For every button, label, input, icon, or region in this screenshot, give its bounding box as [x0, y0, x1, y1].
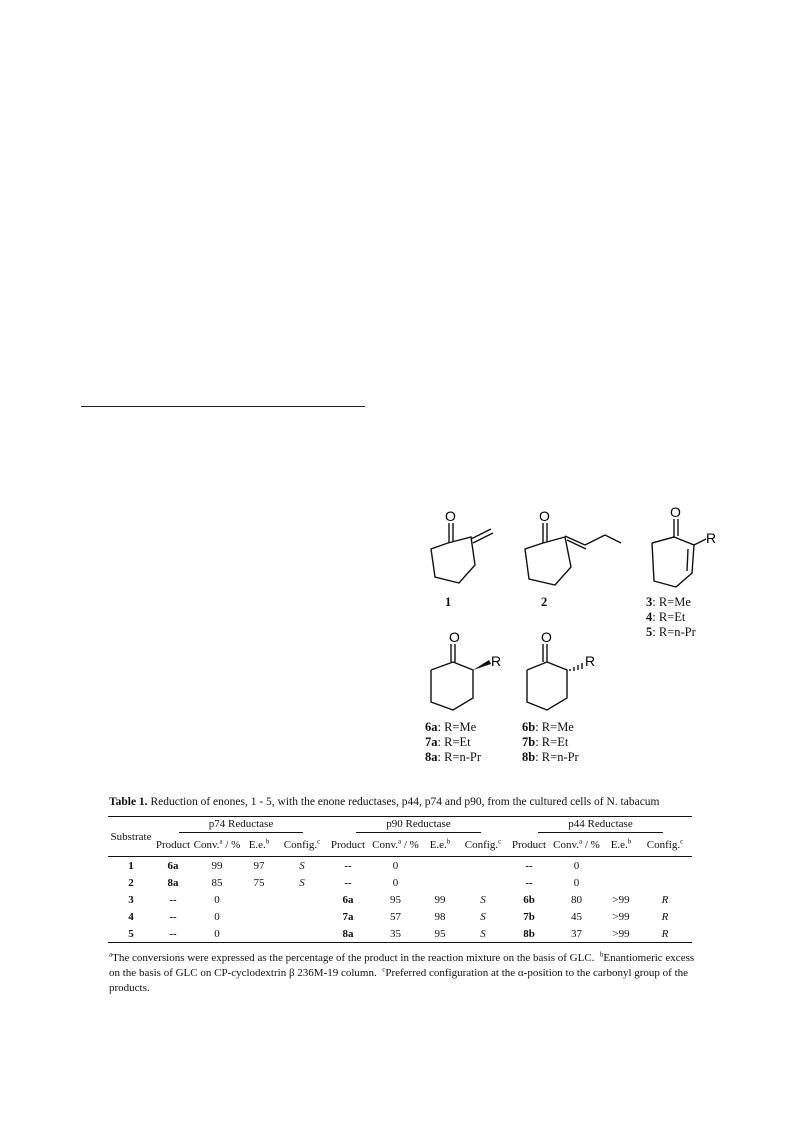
compound-label-1: 1: [445, 595, 452, 609]
results-table: [108, 816, 692, 943]
column-header-row: Product Conv.$^a$ / % E.e.$^b$ Config.$^c$ Product Conv.$^a$ / % E.e.$^b$ Config.$^c$ Product Conv.$^a$ / % E.e.$^b$ Config.$^c$: [155, 837, 684, 851]
table-caption-text: Reduction of enones, 1 - 5, with the enone reductases, p44, p74 and p90, from the cultured cells of N. tabacum: [150, 796, 660, 808]
structure-3-5-drawing: [640, 505, 730, 595]
table-row: 1 6a 99 97 S -- 0 -- 0: [128, 859, 580, 872]
table-caption-number: Table 1.: [109, 796, 148, 808]
compound-label-2: 2: [541, 595, 548, 609]
compound-line: 5: R=n-Pr: [646, 625, 696, 639]
compound-line: 3: R=Me: [646, 595, 691, 609]
oxygen-atom-label: O: [539, 508, 550, 524]
compound-line: 6a: R=Me: [425, 720, 477, 734]
compound-line: 8b: R=n-Pr: [522, 750, 579, 764]
compound-line: 8a: R=n-Pr: [425, 750, 482, 764]
r-group-label: R: [706, 530, 717, 546]
structure-6b-8b: [515, 629, 625, 764]
oxygen-atom-label: O: [670, 504, 681, 520]
structure-2: [515, 505, 625, 609]
footnote-a: The conversions were expressed as the percentage of the product in the reaction mixture on the basis of GLC.: [112, 952, 595, 964]
table-caption: [109, 796, 660, 808]
structure-6b-8b-drawing: [515, 630, 625, 720]
footnote-b-marker: b: [599, 950, 604, 959]
r-group-label: R: [585, 653, 596, 669]
group-header-p44: p44 Reductase: [538, 818, 662, 833]
r-group-label: R: [491, 653, 502, 669]
group-header-p90: p90 Reductase: [356, 818, 480, 833]
compound-line: 6b: R=Me: [522, 720, 574, 734]
footnote-b: Enantiomeric excess on the basis of GLC on CP-cyclodextrin β 236M-19 column.: [109, 952, 695, 979]
oxygen-atom-label: O: [445, 508, 456, 524]
structure-6a-8a: [415, 629, 525, 764]
structure-1-drawing: [415, 505, 525, 605]
footnote-a-marker: a: [109, 950, 113, 959]
header-substrate: Substrate: [110, 830, 152, 843]
compound-line: 4: R=Et: [646, 610, 686, 624]
group-header-p74: p74 Reductase: [179, 818, 303, 833]
oxygen-atom-label: O: [449, 629, 460, 645]
compound-line: 7b: R=Et: [522, 735, 569, 749]
table-footnotes: [109, 951, 699, 996]
oxygen-atom-label: O: [541, 629, 552, 645]
table-row: 2 8a 85 75 S -- 0 -- 0: [128, 876, 580, 889]
footnote-c-marker: c: [382, 965, 386, 974]
structure-6a-8a-drawing: [415, 630, 525, 720]
structure-3-5: [640, 504, 730, 639]
table-row: 4 -- 0 7a 57 98 S 7b 45 >99 R: [128, 910, 669, 923]
structure-1: [415, 505, 525, 609]
table-row: 3 -- 0 6a 95 99 S 6b 80 >99 R: [128, 893, 669, 906]
footnote-c: Preferred configuration at the α-position to the carbonyl group of the products.: [109, 967, 689, 994]
compound-line: 7a: R=Et: [425, 735, 471, 749]
structure-2-drawing: [515, 505, 625, 605]
section-divider-rule: [81, 406, 365, 407]
table-row: 5 -- 0 8a 35 95 S 8b 37 >99 R: [128, 927, 669, 940]
